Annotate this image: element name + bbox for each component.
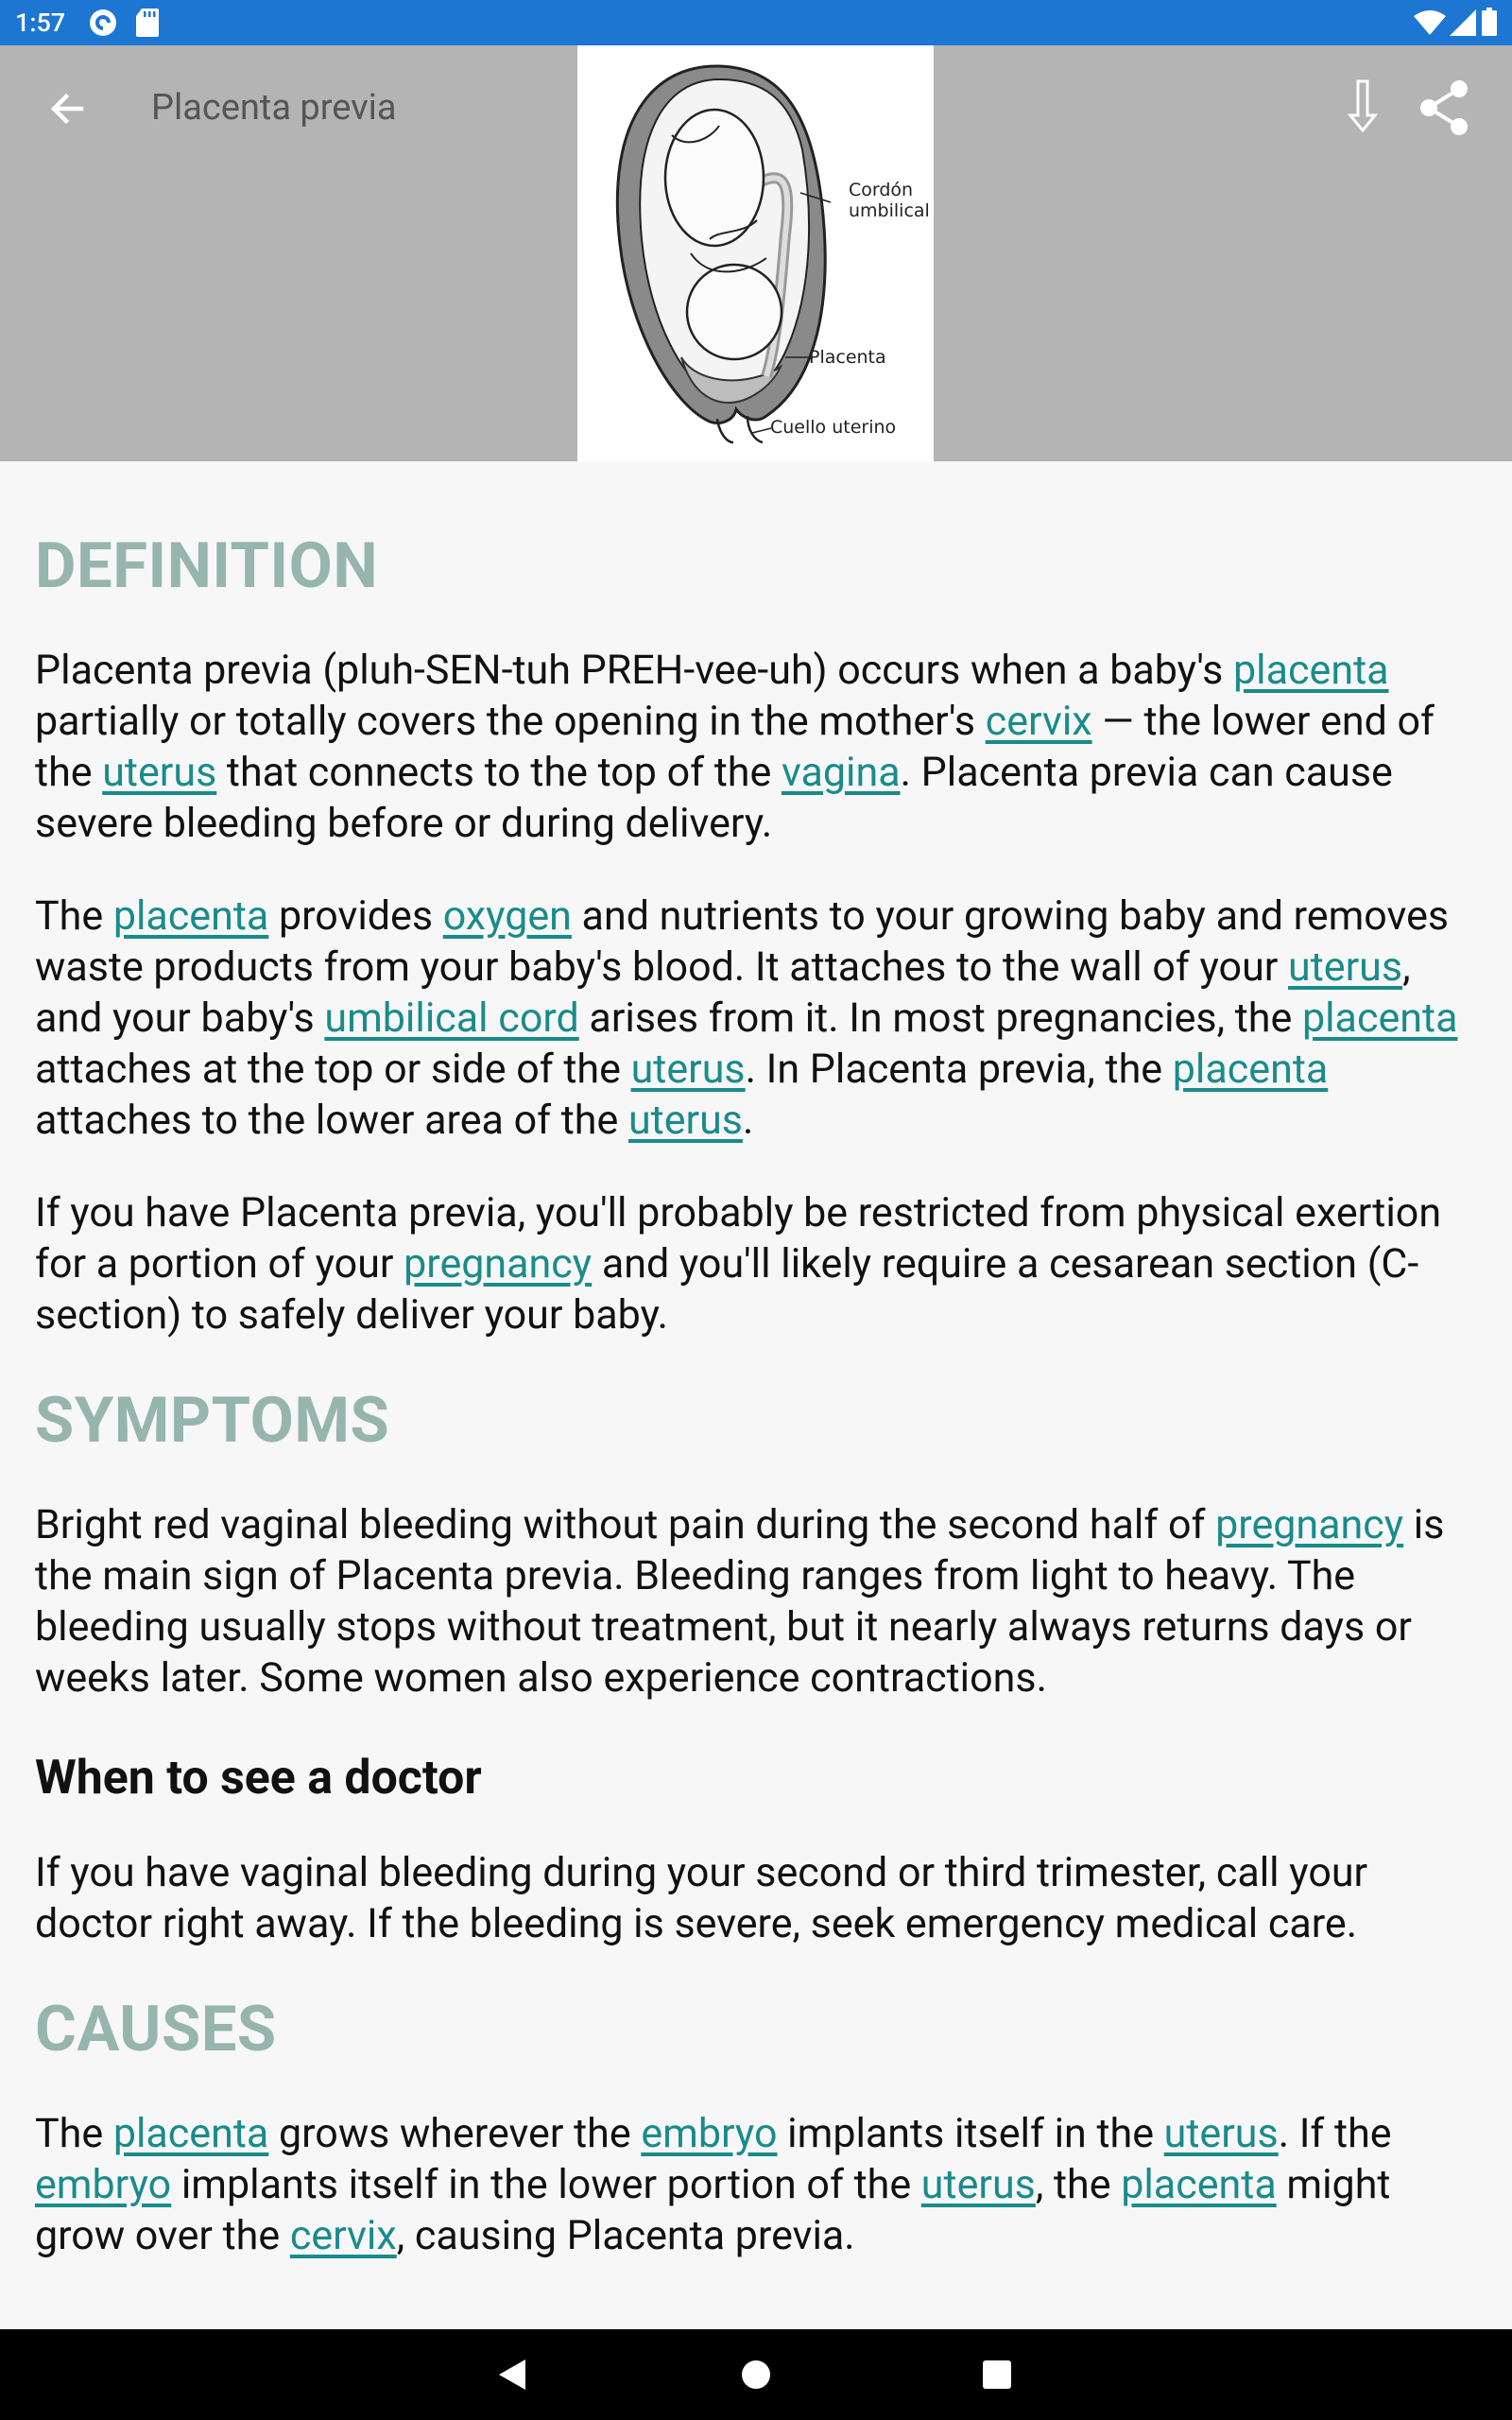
signal-icon [1450, 9, 1476, 40]
home-circle-icon[interactable] [741, 2360, 771, 2394]
symptoms-paragraph-1: Bright red vaginal bleeding without pain during the second half of pregnancy is the main sign of Placenta previa. Bleeding ranges from light to heavy. The bleeding usually stops without treatment, but it nearly always returns days or weeks later. Some women also experience contractions. [35, 1501, 1445, 1702]
symptoms-paragraph-2: If you have vaginal bleeding during your second or third trimester, call your doctor right away. If the bleeding is severe, seek emergency medical care. [35, 1849, 1368, 1947]
label-cord-2: umbilical [849, 200, 930, 221]
link-placenta[interactable]: placenta [1172, 1046, 1329, 1093]
section-heading-causes: CAUSES [35, 1993, 277, 2066]
battery-icon [1482, 8, 1497, 40]
wifi-icon [1414, 10, 1446, 39]
definition-paragraph-3: If you have Placenta previa, you'll probably be restricted from physical exertion for a portion of your pregnancy and you'll likely require a cesarean section (C-section) to safely deliver your baby. [35, 1189, 1442, 1339]
link-oxygen[interactable]: oxygen [442, 892, 572, 940]
sd-card-icon [136, 9, 159, 41]
system-nav-bar [0, 2329, 1512, 2420]
download-icon[interactable] [1340, 78, 1385, 136]
share-icon[interactable] [1418, 79, 1470, 136]
link-umbilical-cord[interactable]: umbilical cord [324, 994, 579, 1042]
hero-illustration [577, 45, 934, 461]
subheading-when-to-see-doctor: When to see a doctor [35, 1751, 482, 1806]
link-embryo[interactable]: embryo [641, 2110, 778, 2157]
causes-paragraph-1: The placenta grows wherever the embryo implants itself in the uterus. If the embryo implants itself in the lower portion of the uterus, the placenta might grow over the cervix, causing Placenta previa. [35, 2110, 1392, 2259]
definition-paragraph-1: Placenta previa (pluh-SEN-tuh PREH-vee-uh) occurs when a baby's placenta partially or totally covers the opening in the mother's cervix — the lower end of the uterus that connects to the top of the vagina. Placenta previa can cause severe bleeding before or during delivery. [35, 647, 1435, 847]
app-header [0, 45, 1512, 461]
back-arrow-icon[interactable] [43, 85, 91, 132]
link-placenta[interactable]: placenta [1121, 2161, 1277, 2208]
link-placenta[interactable]: placenta [1301, 994, 1458, 1042]
back-triangle-icon[interactable] [497, 2358, 527, 2395]
label-cord-1: Cordón [849, 180, 914, 200]
link-pregnancy[interactable]: pregnancy [1215, 1501, 1404, 1548]
link-pregnancy[interactable]: pregnancy [404, 1240, 593, 1288]
label-placenta: Placenta [809, 347, 886, 368]
link-uterus[interactable]: uterus [920, 2161, 1036, 2208]
section-heading-symptoms: SYMPTOMS [35, 1384, 390, 1458]
article-content [35, 529, 1481, 2261]
label-cervix: Cuello uterino [770, 417, 897, 438]
link-embryo[interactable]: embryo [35, 2161, 172, 2208]
link-uterus[interactable]: uterus [1163, 2110, 1279, 2157]
link-uterus[interactable]: uterus [102, 749, 217, 796]
page-title: Placenta previa [151, 87, 397, 129]
link-uterus[interactable]: uterus [1288, 943, 1403, 991]
link-uterus[interactable]: uterus [627, 1097, 743, 1144]
status-time: 1:57 [15, 8, 66, 38]
status-bar [0, 0, 1512, 45]
pocket-casts-icon [89, 9, 117, 41]
link-placenta[interactable]: placenta [112, 2110, 269, 2157]
definition-paragraph-2: The placenta provides oxygen and nutrients to your growing baby and removes waste products from your baby's blood. It attaches to the wall of your uterus, and your baby's umbilical cord arises from it. In most pregnancies, the placenta attaches at the top or side of the uterus. In Placenta previa, the placenta attaches to the lower area of the uterus. [35, 892, 1458, 1144]
link-vagina[interactable]: vagina [781, 749, 901, 796]
link-placenta[interactable]: placenta [112, 892, 269, 940]
section-heading-definition: DEFINITION [35, 529, 379, 603]
link-cervix[interactable]: cervix [289, 2212, 397, 2259]
link-placenta[interactable]: placenta [1233, 647, 1389, 694]
link-uterus[interactable]: uterus [630, 1046, 746, 1093]
recents-square-icon[interactable] [983, 2360, 1011, 2393]
link-cervix[interactable]: cervix [985, 698, 1092, 745]
